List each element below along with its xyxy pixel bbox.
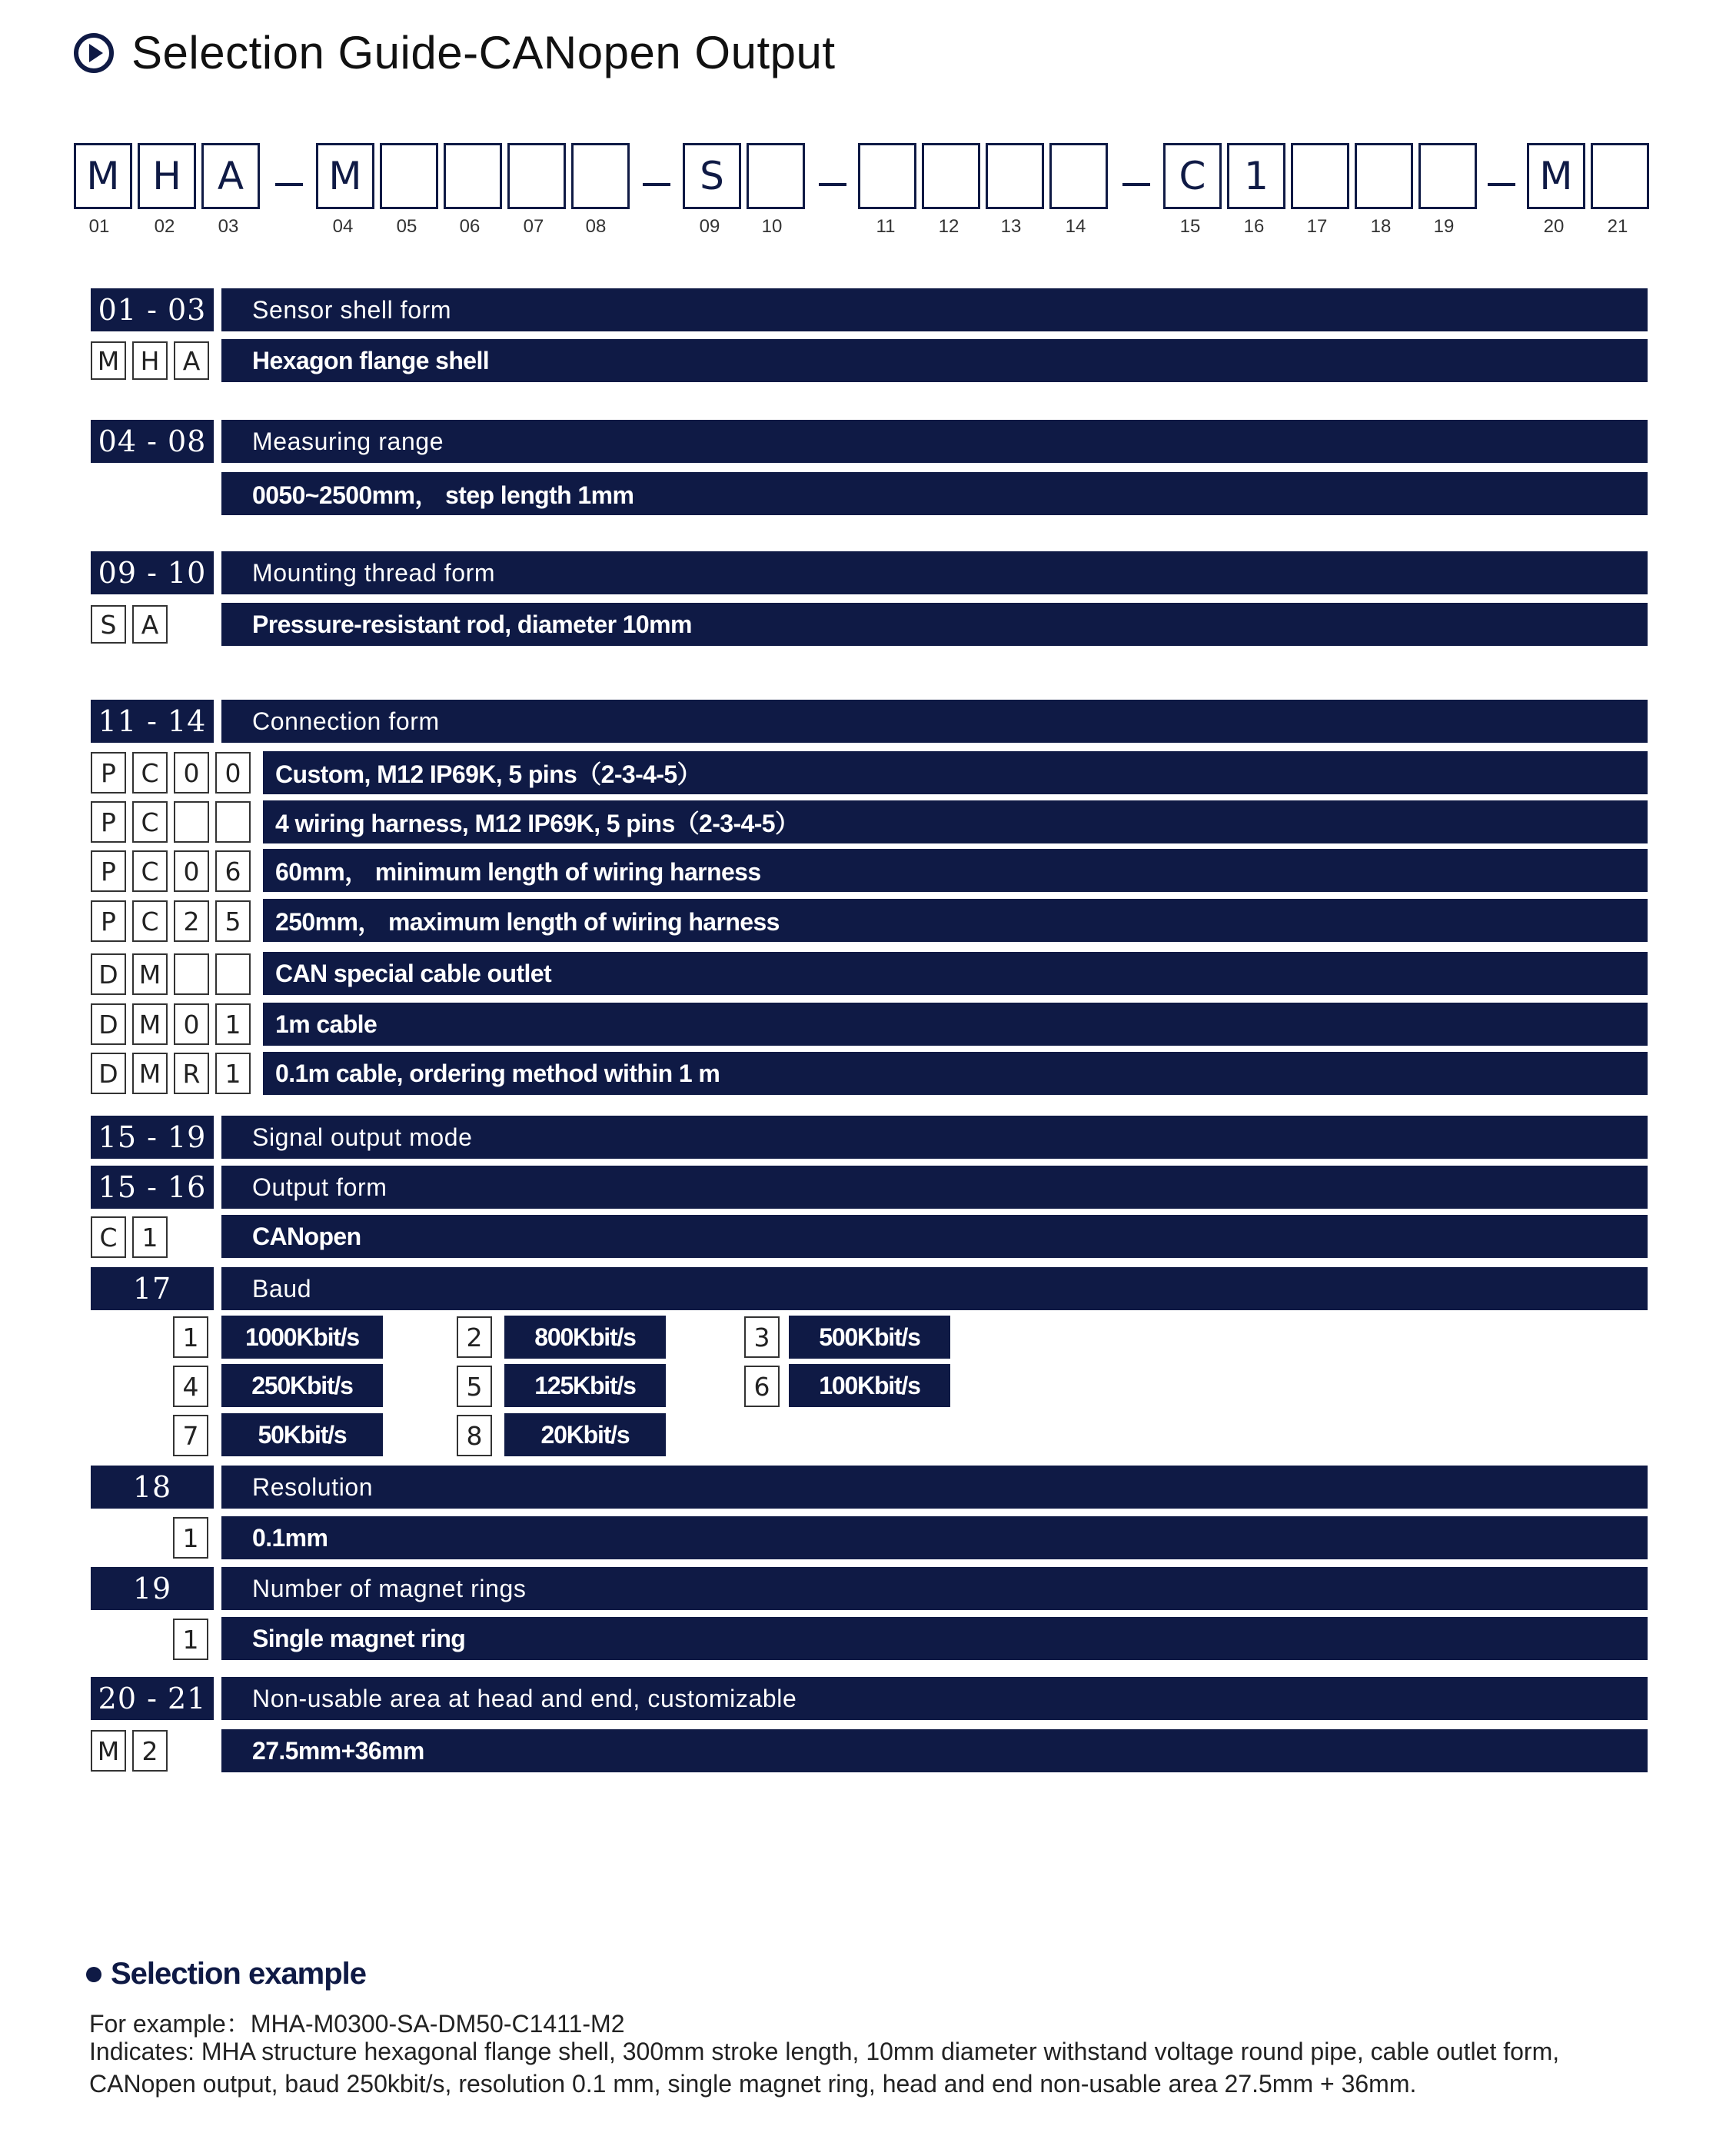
baud-value: 100Kbit/s (789, 1364, 950, 1407)
code-box (1418, 143, 1477, 209)
baud-value: 50Kbit/s (221, 1413, 383, 1456)
option-code-box: C (132, 752, 168, 794)
section-range: 15 - 16 (91, 1166, 214, 1209)
option-description: Custom, M12 IP69K, 5 pins（2-3-4-5） (263, 751, 1648, 794)
code-separator (275, 183, 303, 186)
position-number: 12 (938, 216, 959, 237)
option-description: 0.1m cable, ordering method within 1 m (263, 1052, 1648, 1095)
section-range: 09 - 10 (91, 551, 214, 594)
option-description: 4 wiring harness, M12 IP69K, 5 pins（2-3-4-5） (263, 800, 1648, 843)
position-number: 19 (1433, 216, 1455, 237)
section-range: 20 - 21 (91, 1677, 214, 1720)
option-code-box: 1 (215, 1003, 251, 1045)
option-code-box: M (132, 1003, 168, 1045)
code-box: C (1163, 143, 1222, 209)
code-box (986, 143, 1044, 209)
baud-value: 125Kbit/s (504, 1364, 666, 1407)
position-number: 02 (154, 216, 175, 237)
option-code-box: 6 (215, 850, 251, 892)
option-description: 27.5mm+36mm (221, 1729, 1648, 1772)
baud-value: 250Kbit/s (221, 1364, 383, 1407)
position-number: 08 (585, 216, 607, 237)
position-number: 03 (218, 216, 239, 237)
option-description: 250mm， maximum length of wiring harness (263, 899, 1648, 942)
position-number: 07 (523, 216, 544, 237)
section-range: 15 - 19 (91, 1116, 214, 1159)
position-number: 15 (1179, 216, 1201, 237)
section-title: Non-usable area at head and end, customizable (221, 1677, 1648, 1720)
option-description: CANopen (221, 1215, 1648, 1258)
option-description: 1m cable (263, 1003, 1648, 1046)
code-box (380, 143, 438, 209)
section-title: Connection form (221, 700, 1648, 743)
code-separator (1488, 183, 1515, 186)
section-range: 18 (91, 1466, 214, 1509)
baud-value: 800Kbit/s (504, 1316, 666, 1359)
position-number: 01 (88, 216, 110, 237)
position-number: 18 (1370, 216, 1392, 237)
section-title: Resolution (221, 1466, 1648, 1509)
option-code-box: M (132, 1053, 168, 1094)
section-title: Number of magnet rings (221, 1567, 1648, 1610)
option-code-box (215, 801, 251, 843)
code-box (922, 143, 980, 209)
option-code-box: 2 (174, 900, 209, 942)
position-number: 06 (459, 216, 481, 237)
example-heading-block (86, 1957, 366, 1991)
baud-code-box: 4 (173, 1366, 208, 1407)
option-code-box: A (174, 341, 209, 380)
baud-code-box: 7 (173, 1415, 208, 1456)
option-code-box: D (91, 953, 126, 995)
option-code-box: S (91, 605, 126, 644)
section-title: Signal output mode (221, 1116, 1648, 1159)
position-number: 20 (1543, 216, 1565, 237)
baud-code-box: 8 (457, 1415, 492, 1456)
option-code-box: D (91, 1053, 126, 1094)
option-code-box: H (132, 341, 168, 380)
position-number: 21 (1607, 216, 1628, 237)
example-heading: Selection example (111, 1957, 367, 1991)
baud-value: 20Kbit/s (504, 1413, 666, 1456)
option-code-box: 5 (215, 900, 251, 942)
code-separator (643, 183, 670, 186)
section-range: 01 - 03 (91, 288, 214, 331)
code-box (571, 143, 630, 209)
option-code-box: 0 (215, 752, 251, 794)
option-code-box: 2 (132, 1730, 168, 1772)
option-code-box: 1 (215, 1053, 251, 1094)
code-box (858, 143, 916, 209)
option-code-box: A (132, 605, 168, 644)
option-description: CAN special cable outlet (263, 952, 1648, 995)
baud-code-box: 2 (457, 1316, 492, 1358)
baud-code-box: 3 (744, 1316, 780, 1358)
position-number: 16 (1243, 216, 1265, 237)
section-title: Baud (221, 1267, 1648, 1310)
code-box (1291, 143, 1349, 209)
bullet-icon (86, 1967, 101, 1982)
code-box: S (683, 143, 741, 209)
code-box: H (138, 143, 196, 209)
option-code-box: C (132, 850, 168, 892)
option-code-box: P (91, 752, 126, 794)
option-description: Pressure-resistant rod, diameter 10mm (221, 603, 1648, 646)
baud-code-box: 1 (173, 1316, 208, 1358)
option-code-box: C (132, 900, 168, 942)
option-description: 0.1mm (221, 1516, 1648, 1559)
option-description: Hexagon flange shell (221, 339, 1648, 382)
option-code-box: C (132, 801, 168, 843)
code-box: M (1527, 143, 1585, 209)
baud-value: 1000Kbit/s (221, 1316, 383, 1359)
option-code-box: 1 (132, 1216, 168, 1258)
position-number: 09 (699, 216, 720, 237)
option-code-box: P (91, 801, 126, 843)
option-code-box: 1 (173, 1619, 208, 1660)
section-range: 17 (91, 1267, 214, 1310)
example-line: CANopen output, baud 250kbit/s, resolution 0.1 mm, single magnet ring, head and end non-usable area 27.5mm + 36mm. (89, 2070, 1417, 2098)
section-title: Mounting thread form (221, 551, 1648, 594)
model-code-row (0, 0, 1736, 246)
section-title: Sensor shell form (221, 288, 1648, 331)
code-box (1591, 143, 1649, 209)
section-title: Output form (221, 1166, 1648, 1209)
code-box: 1 (1227, 143, 1285, 209)
code-separator (1122, 183, 1150, 186)
baud-value: 500Kbit/s (789, 1316, 950, 1359)
option-code-box: C (91, 1216, 126, 1258)
option-code-box: 1 (173, 1517, 208, 1559)
position-number: 13 (1000, 216, 1022, 237)
option-code-box: M (91, 341, 126, 380)
position-number: 04 (332, 216, 354, 237)
code-separator (819, 183, 846, 186)
code-box (507, 143, 566, 209)
position-number: 10 (761, 216, 783, 237)
code-box: M (316, 143, 374, 209)
option-code-box: M (132, 953, 168, 995)
section-title: Measuring range (221, 420, 1648, 463)
option-code-box: R (174, 1053, 209, 1094)
option-code-box: P (91, 900, 126, 942)
option-code-box (174, 953, 209, 995)
section-range: 04 - 08 (91, 420, 214, 463)
position-number: 14 (1065, 216, 1086, 237)
example-line: For example：MHA-M0300-SA-DM50-C1411-M2 (89, 2010, 625, 2038)
code-box (747, 143, 805, 209)
section-range: 19 (91, 1567, 214, 1610)
option-code-box: P (91, 850, 126, 892)
option-description: 0050~2500mm， step length 1mm (221, 472, 1648, 515)
baud-code-box: 5 (457, 1366, 492, 1407)
option-code-box: 0 (174, 850, 209, 892)
code-box (1049, 143, 1108, 209)
option-code-box (215, 953, 251, 995)
baud-code-box: 6 (744, 1366, 780, 1407)
option-code-box: 0 (174, 1003, 209, 1045)
code-box (1355, 143, 1413, 209)
option-code-box: D (91, 1003, 126, 1045)
option-description: 60mm， minimum length of wiring harness (263, 849, 1648, 892)
example-line: Indicates: MHA structure hexagonal flange shell, 300mm stroke length, 10mm diameter withstand voltage round pipe, cable outlet form, (89, 2038, 1560, 2065)
option-description: Single magnet ring (221, 1617, 1648, 1660)
code-box: A (201, 143, 260, 209)
position-number: 11 (876, 216, 896, 237)
position-number: 17 (1306, 216, 1328, 237)
position-number: 05 (396, 216, 417, 237)
section-range: 11 - 14 (91, 700, 214, 743)
page-title: Selection Guide-CANopen Output (131, 27, 836, 78)
code-box (444, 143, 502, 209)
option-code-box (174, 801, 209, 843)
option-code-box: 0 (174, 752, 209, 794)
option-code-box: M (91, 1730, 126, 1772)
code-box: M (74, 143, 132, 209)
